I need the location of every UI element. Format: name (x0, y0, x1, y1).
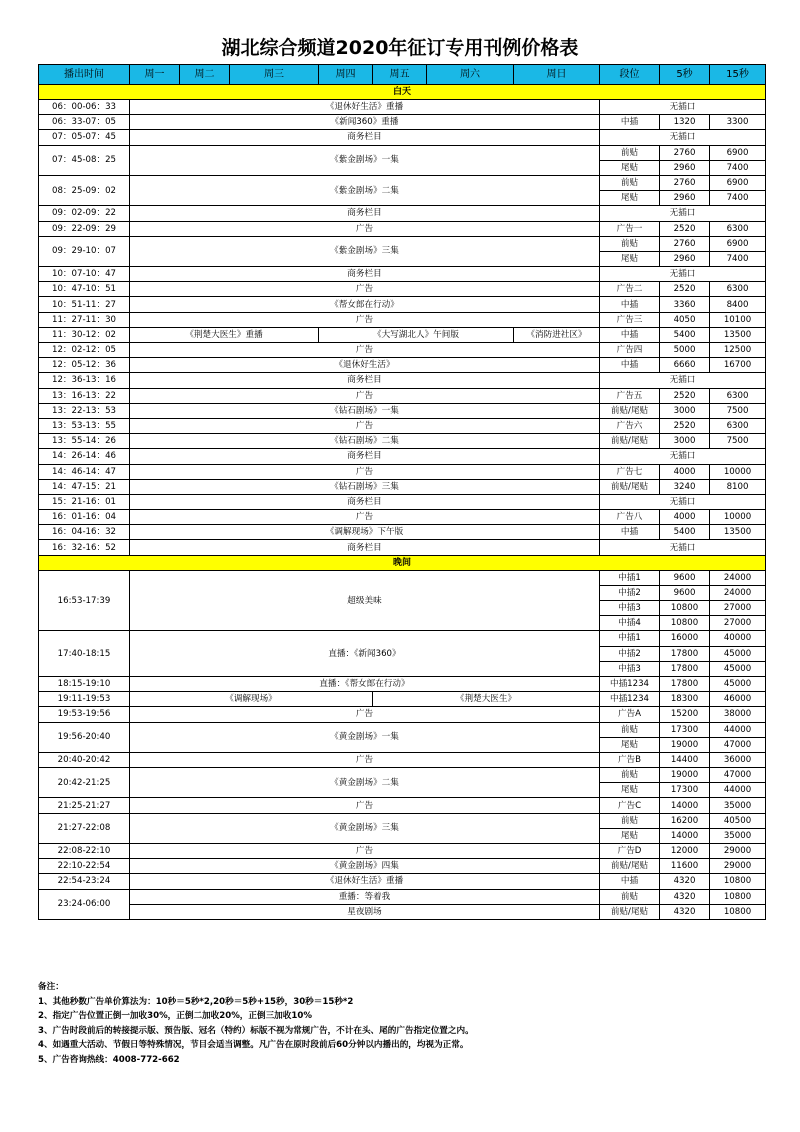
price-5s-cell: 4320 (660, 889, 710, 904)
time-cell: 10：07-10：47 (39, 267, 130, 282)
time-cell: 06：00-06：33 (39, 100, 130, 115)
program-cell: 《消防进社区》 (514, 327, 600, 342)
slot-cell: 尾贴 (600, 737, 660, 752)
program-cell: 广告 (130, 343, 600, 358)
time-cell: 16:53-17:39 (39, 570, 130, 631)
slot-cell: 中插 (600, 297, 660, 312)
slot-cell: 无插口 (600, 130, 766, 145)
program-cell: 星夜剧场 (130, 904, 600, 919)
time-cell: 22:54-23:24 (39, 874, 130, 889)
slot-cell: 前贴/尾贴 (600, 904, 660, 919)
program-cell: 商务栏目 (130, 130, 600, 145)
time-cell: 16：04-16：32 (39, 525, 130, 540)
table-row (39, 707, 766, 722)
time-cell: 12：36-13：16 (39, 373, 130, 388)
table-row (39, 813, 766, 828)
price-5s-cell: 3000 (660, 403, 710, 418)
time-cell: 12：05-12：36 (39, 358, 130, 373)
time-cell: 12：02-12：05 (39, 343, 130, 358)
slot-cell: 广告A (600, 707, 660, 722)
price-15s-cell: 47000 (710, 768, 766, 783)
slot-cell: 无插口 (600, 100, 766, 115)
time-cell: 13：22-13：53 (39, 403, 130, 418)
time-cell: 20:40-20:42 (39, 752, 130, 767)
price-15s-cell: 7400 (710, 191, 766, 206)
program-cell: 商务栏目 (130, 373, 600, 388)
price-5s-cell: 17300 (660, 783, 710, 798)
price-15s-cell: 10100 (710, 312, 766, 327)
program-cell: 广告 (130, 282, 600, 297)
slot-cell: 中插3 (600, 601, 660, 616)
program-cell: 《退休好生活》重播 (130, 874, 600, 889)
column-header: 播出时间 (39, 65, 130, 85)
slot-cell: 广告三 (600, 312, 660, 327)
slot-cell: 中插 (600, 327, 660, 342)
program-cell: 广告 (130, 418, 600, 433)
price-15s-cell: 24000 (710, 585, 766, 600)
note-line: 5、广告咨询热线：4008-772-662 (38, 1054, 180, 1065)
price-15s-cell: 8100 (710, 479, 766, 494)
table-row (39, 282, 766, 297)
price-5s-cell: 17300 (660, 722, 710, 737)
price-15s-cell: 7400 (710, 251, 766, 266)
slot-cell: 广告C (600, 798, 660, 813)
program-cell: 《钻石剧场》三集 (130, 479, 600, 494)
column-header: 周四 (319, 65, 373, 85)
price-5s-cell: 5400 (660, 525, 710, 540)
time-cell: 13：55-14：26 (39, 434, 130, 449)
slot-cell: 中插2 (600, 585, 660, 600)
price-15s-cell: 29000 (710, 859, 766, 874)
program-cell: 《钻石剧场》一集 (130, 403, 600, 418)
price-5s-cell: 5400 (660, 327, 710, 342)
time-cell: 21:27-22:08 (39, 813, 130, 843)
program-cell: 广告 (130, 221, 600, 236)
column-header: 周一 (130, 65, 180, 85)
slot-cell: 广告D (600, 844, 660, 859)
price-15s-cell: 46000 (710, 692, 766, 707)
table-row (39, 175, 766, 190)
time-cell: 13：53-13：55 (39, 418, 130, 433)
table-row (39, 403, 766, 418)
price-5s-cell: 3000 (660, 434, 710, 449)
price-5s-cell: 3240 (660, 479, 710, 494)
price-15s-cell: 3300 (710, 115, 766, 130)
time-cell: 07：45-08：25 (39, 145, 130, 175)
price-15s-cell: 35000 (710, 798, 766, 813)
table-row (39, 510, 766, 525)
price-15s-cell: 45000 (710, 661, 766, 676)
table-row (39, 631, 766, 646)
price-5s-cell: 9600 (660, 585, 710, 600)
slot-cell: 尾贴 (600, 828, 660, 843)
price-5s-cell: 2960 (660, 191, 710, 206)
time-cell: 08：25-09：02 (39, 175, 130, 205)
price-15s-cell: 10000 (710, 510, 766, 525)
slot-cell: 前贴 (600, 722, 660, 737)
slot-cell: 广告B (600, 752, 660, 767)
table-row (39, 418, 766, 433)
table-row (39, 798, 766, 813)
price-15s-cell: 27000 (710, 601, 766, 616)
time-cell: 10：51-11：27 (39, 297, 130, 312)
table-row (39, 100, 766, 115)
price-5s-cell: 14000 (660, 828, 710, 843)
price-5s-cell: 19000 (660, 768, 710, 783)
slot-cell: 前贴 (600, 145, 660, 160)
table-row (39, 312, 766, 327)
time-cell: 11：27-11：30 (39, 312, 130, 327)
program-cell: 商务栏目 (130, 494, 600, 509)
table-row (39, 464, 766, 479)
time-cell: 11：30-12：02 (39, 327, 130, 342)
table-row (39, 540, 766, 555)
slot-cell: 前贴/尾贴 (600, 479, 660, 494)
price-5s-cell: 15200 (660, 707, 710, 722)
table-row (39, 676, 766, 691)
slot-cell: 无插口 (600, 540, 766, 555)
price-5s-cell: 5000 (660, 343, 710, 358)
program-cell: 《紫金剧场》二集 (130, 175, 600, 205)
price-15s-cell: 40500 (710, 813, 766, 828)
time-cell: 06：33-07：05 (39, 115, 130, 130)
table-row (39, 570, 766, 585)
price-15s-cell: 6900 (710, 175, 766, 190)
table-row (39, 115, 766, 130)
table-row (39, 525, 766, 540)
time-cell: 20:42-21:25 (39, 768, 130, 798)
time-cell: 09：02-09：22 (39, 206, 130, 221)
price-5s-cell: 2760 (660, 145, 710, 160)
note-line: 4、如遇重大活动、节假日等特殊情况，节目会适当调整。凡广告在原时段前后60分钟以内播出的，均视为正常。 (38, 1040, 469, 1051)
price-15s-cell: 13500 (710, 525, 766, 540)
time-cell: 09：29-10：07 (39, 236, 130, 266)
slot-cell: 中插1234 (600, 692, 660, 707)
price-5s-cell: 4000 (660, 510, 710, 525)
slot-cell: 中插 (600, 874, 660, 889)
time-cell: 19:56-20:40 (39, 722, 130, 752)
column-header: 段位 (600, 65, 660, 85)
program-cell: 《退休好生活》 (130, 358, 600, 373)
slot-cell: 无插口 (600, 449, 766, 464)
slot-cell: 尾贴 (600, 251, 660, 266)
price-15s-cell: 45000 (710, 646, 766, 661)
program-cell: 广告 (130, 798, 600, 813)
table-row (39, 221, 766, 236)
program-cell: 《荆楚大医生》重播 (130, 327, 319, 342)
table-row (39, 327, 766, 342)
time-cell: 22:10-22:54 (39, 859, 130, 874)
price-5s-cell: 1320 (660, 115, 710, 130)
program-cell: 《调解现场》 (130, 692, 373, 707)
time-cell: 21:25-21:27 (39, 798, 130, 813)
slot-cell: 中插 (600, 525, 660, 540)
price-15s-cell: 44000 (710, 783, 766, 798)
time-cell: 07：05-07：45 (39, 130, 130, 145)
price-5s-cell: 4320 (660, 904, 710, 919)
price-5s-cell: 2960 (660, 160, 710, 175)
price-5s-cell: 9600 (660, 570, 710, 585)
slot-cell: 无插口 (600, 373, 766, 388)
price-15s-cell: 10800 (710, 904, 766, 919)
price-5s-cell: 17800 (660, 646, 710, 661)
time-cell: 17:40-18:15 (39, 631, 130, 677)
time-cell: 14：46-14：47 (39, 464, 130, 479)
slot-cell: 广告二 (600, 282, 660, 297)
price-15s-cell: 6300 (710, 418, 766, 433)
price-5s-cell: 14000 (660, 798, 710, 813)
price-15s-cell: 45000 (710, 676, 766, 691)
price-5s-cell: 2520 (660, 282, 710, 297)
price-5s-cell: 17800 (660, 676, 710, 691)
price-5s-cell: 10800 (660, 616, 710, 631)
column-header: 5秒 (660, 65, 710, 85)
price-15s-cell: 6300 (710, 282, 766, 297)
time-cell: 14：47-15：21 (39, 479, 130, 494)
time-cell: 22:08-22:10 (39, 844, 130, 859)
program-cell: 《黄金剧场》四集 (130, 859, 600, 874)
price-15s-cell: 27000 (710, 616, 766, 631)
table-row (39, 859, 766, 874)
table-row (39, 236, 766, 251)
time-cell: 18:15-19:10 (39, 676, 130, 691)
program-cell: 广告 (130, 388, 600, 403)
price-5s-cell: 18300 (660, 692, 710, 707)
price-15s-cell: 8400 (710, 297, 766, 312)
price-5s-cell: 6660 (660, 358, 710, 373)
program-cell: 商务栏目 (130, 540, 600, 555)
program-cell: 广告 (130, 707, 600, 722)
program-cell: 重播：等着我 (130, 889, 600, 904)
table-row (39, 373, 766, 388)
time-cell: 15：21-16：01 (39, 494, 130, 509)
table-row (39, 449, 766, 464)
slot-cell: 中插1 (600, 631, 660, 646)
price-15s-cell: 10800 (710, 874, 766, 889)
slot-cell: 前贴/尾贴 (600, 859, 660, 874)
price-5s-cell: 12000 (660, 844, 710, 859)
program-cell: 广告 (130, 844, 600, 859)
table-row (39, 267, 766, 282)
table-row (39, 692, 766, 707)
program-cell: 《紫金剧场》一集 (130, 145, 600, 175)
program-cell: 《荆楚大医生》 (373, 692, 600, 707)
slot-cell: 尾贴 (600, 160, 660, 175)
price-15s-cell: 12500 (710, 343, 766, 358)
program-cell: 《黄金剧场》三集 (130, 813, 600, 843)
price-5s-cell: 14400 (660, 752, 710, 767)
time-cell: 19:53-19:56 (39, 707, 130, 722)
program-cell: 广告 (130, 510, 600, 525)
program-cell: 广告 (130, 312, 600, 327)
slot-cell: 中插4 (600, 616, 660, 631)
program-cell: 直播：《新闻360》 (130, 631, 600, 677)
price-15s-cell: 6900 (710, 236, 766, 251)
price-15s-cell: 10000 (710, 464, 766, 479)
program-cell: 《大写湖北人》午间版 (319, 327, 514, 342)
time-cell: 10：47-10：51 (39, 282, 130, 297)
time-cell: 16：01-16：04 (39, 510, 130, 525)
column-header: 周五 (373, 65, 427, 85)
price-5s-cell: 4050 (660, 312, 710, 327)
time-cell: 16：32-16：52 (39, 540, 130, 555)
time-cell: 13：16-13：22 (39, 388, 130, 403)
section-label: 晚间 (39, 555, 766, 570)
price-5s-cell: 2520 (660, 388, 710, 403)
page-title: 湖北综合频道2020年征订专用刊例价格表 (221, 37, 579, 59)
price-15s-cell: 6300 (710, 221, 766, 236)
column-header: 周六 (427, 65, 514, 85)
slot-cell: 中插 (600, 115, 660, 130)
slot-cell: 广告八 (600, 510, 660, 525)
slot-cell: 中插1 (600, 570, 660, 585)
table-row (39, 904, 766, 919)
price-15s-cell: 24000 (710, 570, 766, 585)
slot-cell: 无插口 (600, 267, 766, 282)
time-cell: 23:24-06:00 (39, 889, 130, 919)
program-cell: 《帮女郎在行动》 (130, 297, 600, 312)
price-5s-cell: 19000 (660, 737, 710, 752)
price-15s-cell: 38000 (710, 707, 766, 722)
price-5s-cell: 2520 (660, 221, 710, 236)
table-row (39, 145, 766, 160)
time-cell: 14：26-14：46 (39, 449, 130, 464)
column-header: 15秒 (710, 65, 766, 85)
price-5s-cell: 2760 (660, 175, 710, 190)
time-cell: 09：22-09：29 (39, 221, 130, 236)
table-row (39, 752, 766, 767)
slot-cell: 前贴/尾贴 (600, 434, 660, 449)
price-15s-cell: 36000 (710, 752, 766, 767)
section-row (39, 555, 766, 570)
price-15s-cell: 29000 (710, 844, 766, 859)
table-row (39, 722, 766, 737)
table-row (39, 358, 766, 373)
price-15s-cell: 16700 (710, 358, 766, 373)
notes-heading: 备注： (38, 982, 64, 992)
price-15s-cell: 13500 (710, 327, 766, 342)
table-row (39, 844, 766, 859)
program-cell: 广告 (130, 752, 600, 767)
slot-cell: 尾贴 (600, 191, 660, 206)
column-header: 周二 (180, 65, 230, 85)
program-cell: 《钻石剧场》二集 (130, 434, 600, 449)
program-cell: 《调解现场》下午版 (130, 525, 600, 540)
price-15s-cell: 47000 (710, 737, 766, 752)
slot-cell: 广告五 (600, 388, 660, 403)
slot-cell: 前贴 (600, 236, 660, 251)
price-5s-cell: 16200 (660, 813, 710, 828)
program-cell: 广告 (130, 464, 600, 479)
program-cell: 《紫金剧场》三集 (130, 236, 600, 266)
table-row (39, 889, 766, 904)
column-header: 周日 (514, 65, 600, 85)
slot-cell: 无插口 (600, 494, 766, 509)
slot-cell: 广告一 (600, 221, 660, 236)
price-15s-cell: 44000 (710, 722, 766, 737)
slot-cell: 无插口 (600, 206, 766, 221)
time-cell: 19:11-19:53 (39, 692, 130, 707)
slot-cell: 前贴 (600, 813, 660, 828)
program-cell: 《黄金剧场》二集 (130, 768, 600, 798)
program-cell: 商务栏目 (130, 206, 600, 221)
notes-block (38, 980, 778, 1068)
price-5s-cell: 2520 (660, 418, 710, 433)
table-row (39, 874, 766, 889)
program-cell: 超级美味 (130, 570, 600, 631)
price-5s-cell: 17800 (660, 661, 710, 676)
program-cell: 商务栏目 (130, 267, 600, 282)
price-5s-cell: 16000 (660, 631, 710, 646)
price-5s-cell: 11600 (660, 859, 710, 874)
table-row (39, 768, 766, 783)
table-row (39, 130, 766, 145)
price-5s-cell: 3360 (660, 297, 710, 312)
note-line: 1、其他秒数广告单价算法为：10秒＝5秒*2,20秒＝5秒+15秒，30秒＝15秒*2 (38, 996, 354, 1007)
price-5s-cell: 4320 (660, 874, 710, 889)
slot-cell: 尾贴 (600, 783, 660, 798)
table-row (39, 434, 766, 449)
section-label: 白天 (39, 85, 766, 100)
table-row (39, 206, 766, 221)
slot-cell: 前贴/尾贴 (600, 403, 660, 418)
price-15s-cell: 7400 (710, 160, 766, 175)
slot-cell: 前贴 (600, 768, 660, 783)
price-15s-cell: 40000 (710, 631, 766, 646)
table-row (39, 297, 766, 312)
price-5s-cell: 2960 (660, 251, 710, 266)
program-cell: 《黄金剧场》一集 (130, 722, 600, 752)
note-line: 3、广告时段前后的转接提示版、预告版、冠名（特约）标版不视为常规广告，不计在头、尾的广告指定位置之内。 (38, 1025, 474, 1036)
slot-cell: 中插2 (600, 646, 660, 661)
slot-cell: 前贴 (600, 889, 660, 904)
slot-cell: 中插1234 (600, 676, 660, 691)
slot-cell: 中插3 (600, 661, 660, 676)
price-5s-cell: 2760 (660, 236, 710, 251)
program-cell: 商务栏目 (130, 449, 600, 464)
slot-cell: 中插 (600, 358, 660, 373)
program-cell: 《新闻360》重播 (130, 115, 600, 130)
slot-cell: 广告六 (600, 418, 660, 433)
price-15s-cell: 7500 (710, 403, 766, 418)
price-15s-cell: 6900 (710, 145, 766, 160)
price-15s-cell: 7500 (710, 434, 766, 449)
column-header: 周三 (230, 65, 319, 85)
program-cell: 《退休好生活》重播 (130, 100, 600, 115)
slot-cell: 广告四 (600, 343, 660, 358)
table-row (39, 388, 766, 403)
slot-cell: 前贴 (600, 175, 660, 190)
note-line: 2、指定广告位置正倒一加收30%，正倒二加收20%，正倒三加收10% (38, 1011, 312, 1022)
table-row (39, 343, 766, 358)
table-header-row (39, 65, 766, 85)
table-row (39, 494, 766, 509)
price-5s-cell: 10800 (660, 601, 710, 616)
section-row (39, 85, 766, 100)
price-15s-cell: 35000 (710, 828, 766, 843)
rate-card-table (38, 64, 766, 920)
table-row (39, 479, 766, 494)
program-cell: 直播：《帮女郎在行动》 (130, 676, 600, 691)
price-5s-cell: 4000 (660, 464, 710, 479)
price-15s-cell: 10800 (710, 889, 766, 904)
slot-cell: 广告七 (600, 464, 660, 479)
price-15s-cell: 6300 (710, 388, 766, 403)
